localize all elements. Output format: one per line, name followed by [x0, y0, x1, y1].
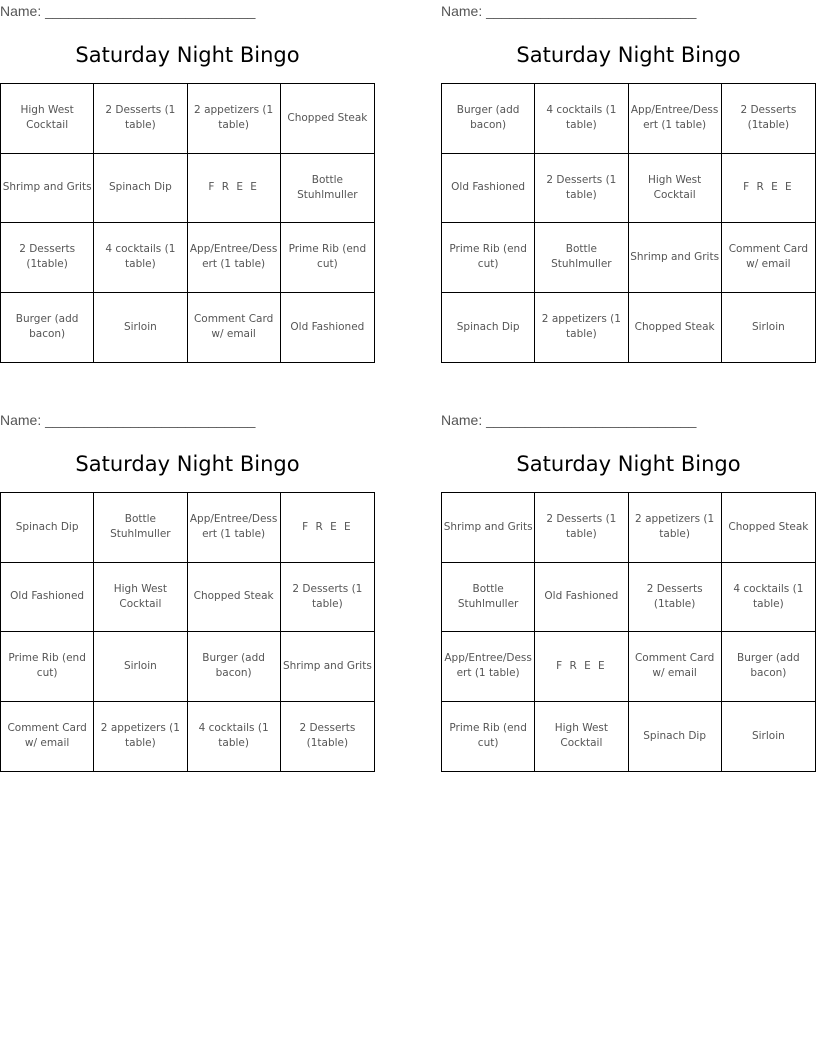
bingo-cell: Comment Card w/ email	[188, 293, 281, 363]
bingo-grid	[0, 492, 375, 772]
bingo-cell: Prime Rib (end cut)	[281, 223, 374, 293]
card-title: Saturday Night Bingo	[75, 43, 300, 67]
bingo-cell: Shrimp and Grits	[1, 154, 94, 224]
bingo-cell: 4 cocktails (1 table)	[535, 84, 628, 154]
bingo-cell: 2 Desserts (1 table)	[281, 563, 374, 633]
bingo-cell: F R E E	[722, 154, 815, 224]
bingo-cell: Sirloin	[751, 729, 785, 742]
bingo-cell: Chopped Steak	[281, 84, 374, 154]
bingo-cell: Chopped Steak	[188, 563, 281, 633]
bingo-cell: 2 Desserts (1 table)	[535, 154, 628, 224]
bingo-cell: 2 appetizers (1 table)	[535, 293, 628, 363]
bingo-cell: Prime Rib (end cut)	[1, 632, 94, 702]
bingo-cell: High West Cocktail	[94, 563, 187, 633]
bingo-cell: 2 appetizers (1 table)	[188, 84, 281, 154]
bingo-grid	[441, 492, 816, 772]
bingo-cell: Bottle Stuhlmuller	[281, 154, 374, 224]
bingo-cell: Burger (add bacon)	[1, 293, 94, 363]
bingo-cell: Spinach Dip	[629, 702, 722, 772]
bingo-cell: Old Fashioned	[290, 320, 365, 333]
bingo-cell: 4 cocktails (1 table)	[722, 563, 815, 633]
bingo-cell: App/Entree/Dessert (1 table)	[188, 223, 281, 293]
bingo-cell: Bottle Stuhlmuller	[442, 563, 535, 633]
name-line: Name: ___________________________	[0, 412, 256, 428]
bingo-card-3	[0, 409, 375, 773]
bingo-card-4	[441, 409, 816, 773]
bingo-cell: Shrimp and Grits	[281, 632, 374, 702]
card-title: Saturday Night Bingo	[516, 43, 741, 67]
bingo-card-1	[0, 0, 375, 364]
bingo-cell: App/Entree/Dessert (1 table)	[629, 84, 722, 154]
bingo-cell: Old Fashioned	[535, 563, 628, 633]
bingo-cell: Comment Card w/ email	[722, 223, 815, 293]
bingo-cell: Shrimp and Grits	[442, 493, 535, 563]
bingo-cell: 2 Desserts (1table)	[629, 563, 722, 633]
bingo-cell: 2 Desserts (1 table)	[535, 493, 628, 563]
bingo-cell: 2 Desserts (1table)	[722, 84, 815, 154]
bingo-cell: 2 Desserts (1table)	[299, 722, 356, 750]
bingo-cell: Spinach Dip	[442, 293, 535, 363]
bingo-cell: 2 Desserts (1table)	[1, 223, 94, 293]
bingo-cell: App/Entree/Dessert (1 table)	[188, 493, 281, 563]
bingo-cell: Bottle Stuhlmuller	[94, 493, 187, 563]
bingo-cell: Burger (add bacon)	[442, 84, 535, 154]
bingo-cell: Comment Card w/ email	[629, 632, 722, 702]
bingo-cell: 2 Desserts (1 table)	[94, 84, 187, 154]
bingo-cell: Spinach Dip	[94, 154, 187, 224]
bingo-cell: Comment Card w/ email	[1, 702, 94, 772]
bingo-cell: F R E E	[535, 632, 628, 702]
bingo-cell: Sirloin	[94, 293, 187, 363]
bingo-cell: Sirloin	[94, 632, 187, 702]
bingo-cell: Spinach Dip	[1, 493, 94, 563]
bingo-cell: Bottle Stuhlmuller	[535, 223, 628, 293]
bingo-card-2	[441, 0, 816, 364]
bingo-cell: F R E E	[281, 493, 374, 563]
bingo-cell: High West Cocktail	[535, 702, 628, 772]
bingo-cell: Prime Rib (end cut)	[442, 702, 535, 772]
bingo-cell: Old Fashioned	[1, 563, 94, 633]
bingo-cell: Burger (add bacon)	[722, 632, 815, 702]
card-title: Saturday Night Bingo	[75, 452, 300, 476]
bingo-cell: 4 cocktails (1 table)	[94, 223, 187, 293]
name-line: Name: ___________________________	[0, 3, 256, 19]
bingo-grid	[0, 83, 375, 363]
bingo-cell: Shrimp and Grits	[629, 223, 722, 293]
bingo-cell: 2 appetizers (1 table)	[94, 702, 187, 772]
bingo-cell: 4 cocktails (1 table)	[188, 702, 281, 772]
bingo-cell: App/Entree/Dessert (1 table)	[442, 632, 535, 702]
bingo-cell: Prime Rib (end cut)	[442, 223, 535, 293]
bingo-cell: Chopped Steak	[629, 293, 722, 363]
bingo-cell: Burger (add bacon)	[188, 632, 281, 702]
bingo-grid	[441, 83, 816, 363]
bingo-cell: High West Cocktail	[1, 84, 94, 154]
bingo-cell: 2 appetizers (1 table)	[629, 493, 722, 563]
name-line: Name: ___________________________	[441, 412, 697, 428]
bingo-cell: F R E E	[188, 154, 281, 224]
name-line: Name: ___________________________	[441, 3, 697, 19]
bingo-cell: Chopped Steak	[722, 493, 815, 563]
bingo-cell: Old Fashioned	[442, 154, 535, 224]
bingo-cell: High West Cocktail	[629, 154, 722, 224]
card-title: Saturday Night Bingo	[516, 452, 741, 476]
bingo-cell: Sirloin	[751, 320, 785, 333]
